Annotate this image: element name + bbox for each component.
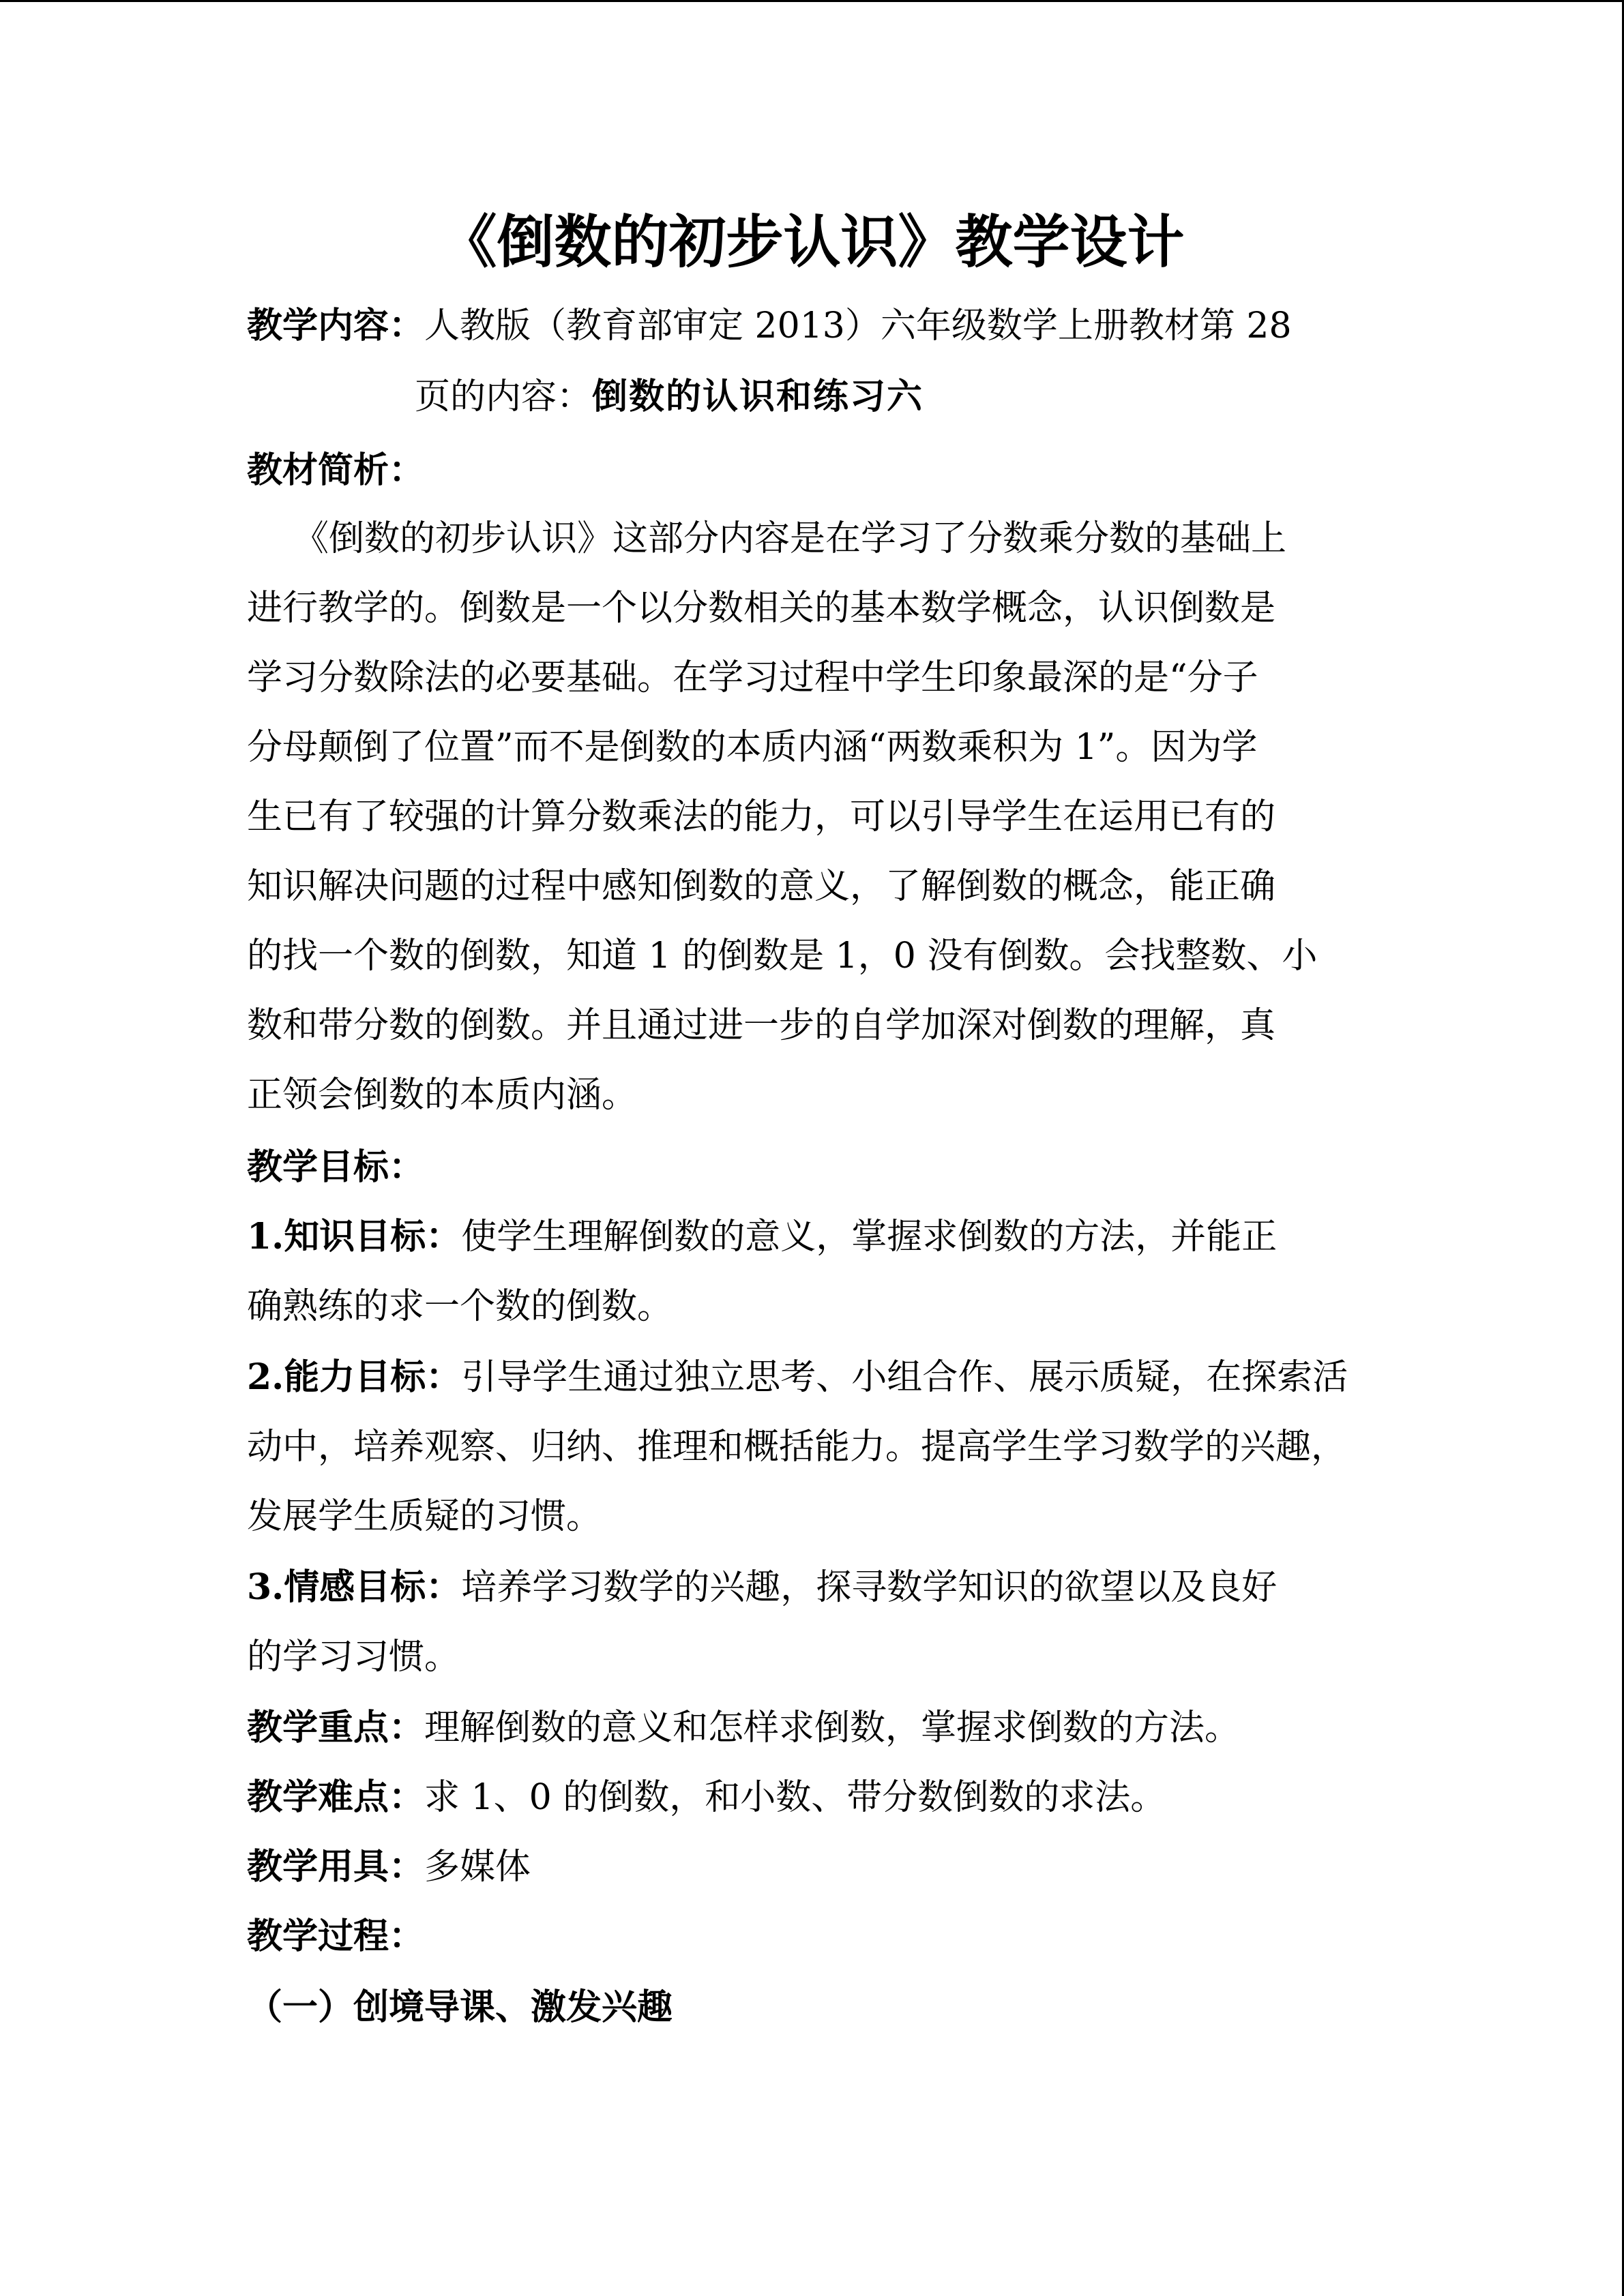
analysis-line: 《倒数的初步认识》这部分内容是在学习了分数乘分数的基础上 [293, 518, 1287, 559]
difficulty-line [247, 1770, 1166, 1825]
goal-2-line-1 [247, 1350, 1348, 1405]
content-text-2-prefix: 页的内容： [415, 376, 593, 417]
tools-line [247, 1840, 531, 1894]
analysis-line: 知识解决问题的过程中感知倒数的意义，了解倒数的概念，能正确 [247, 866, 1276, 907]
difficulty-label: 教学难点： [247, 1776, 425, 1818]
process-label: 教学过程： [247, 1915, 425, 1957]
analysis-line: 数和带分数的倒数。并且通过进一步的自学加深对倒数的理解，真 [247, 1005, 1276, 1046]
goal-1-line-2: 确熟练的求一个数的倒数。 [247, 1286, 673, 1327]
content-label: 教学内容： [247, 305, 425, 346]
content-line-1 [247, 299, 1292, 353]
goals-label: 教学目标： [247, 1146, 425, 1188]
goal-1-line-1 [247, 1210, 1277, 1264]
content-text-1: 人教版（教育部审定 2013）六年级数学上册教材第 28 [424, 305, 1292, 346]
document-title: 《倒数的初步认识》教学设计 [439, 208, 1185, 275]
content-text-2-bold: 倒数的认识和练习六 [592, 376, 924, 417]
tools-label: 教学用具： [247, 1846, 425, 1888]
key-point-label: 教学重点： [247, 1707, 425, 1748]
difficulty-text: 求 1、0 的倒数，和小数、带分数倒数的求法。 [424, 1777, 1166, 1818]
goal-2-label: 2.能力目标： [247, 1356, 462, 1398]
content-line-2 [415, 370, 924, 424]
goal-2-line-2: 动中，培养观察、归纳、推理和概括能力。提高学生学习数学的兴趣， [247, 1427, 1347, 1467]
analysis-line: 分母颠倒了位置”而不是倒数的本质内涵“两数乘积为 1”。因为学 [247, 727, 1258, 768]
goal-2-line-3: 发展学生质疑的习惯。 [247, 1496, 602, 1537]
goal-3-line-1 [247, 1560, 1277, 1615]
tools-text: 多媒体 [424, 1847, 531, 1888]
analysis-line: 生已有了较强的计算分数乘法的能力，可以引导学生在运用已有的 [247, 796, 1276, 837]
goal-3-line-2: 的学习习惯。 [247, 1637, 460, 1678]
key-point-text: 理解倒数的意义和怎样求倒数，掌握求倒数的方法。 [424, 1708, 1241, 1748]
analysis-line: 正领会倒数的本质内涵。 [247, 1075, 638, 1116]
analysis-line: 学习分数除法的必要基础。在学习过程中学生印象最深的是“分子 [247, 657, 1258, 698]
analysis-label: 教材简析： [247, 449, 425, 491]
key-point-line [247, 1701, 1240, 1755]
goal-1-text: 使学生理解倒数的意义，掌握求倒数的方法，并能正 [461, 1217, 1278, 1257]
process-section-1: （一）创境导课、激发兴趣 [247, 1986, 673, 2028]
goal-2-text: 引导学生通过独立思考、小组合作、展示质疑，在探索活 [461, 1357, 1348, 1398]
goal-3-text: 培养学习数学的兴趣，探寻数学知识的欲望以及良好 [461, 1567, 1278, 1608]
analysis-line: 进行教学的。倒数是一个以分数相关的基本数学概念，认识倒数是 [247, 588, 1276, 629]
goal-3-label: 3.情感目标： [247, 1566, 462, 1608]
goal-1-label: 1.知识目标： [247, 1216, 462, 1257]
analysis-line: 的找一个数的倒数，知道 1 的倒数是 1，0 没有倒数。会找整数、小 [247, 936, 1318, 976]
